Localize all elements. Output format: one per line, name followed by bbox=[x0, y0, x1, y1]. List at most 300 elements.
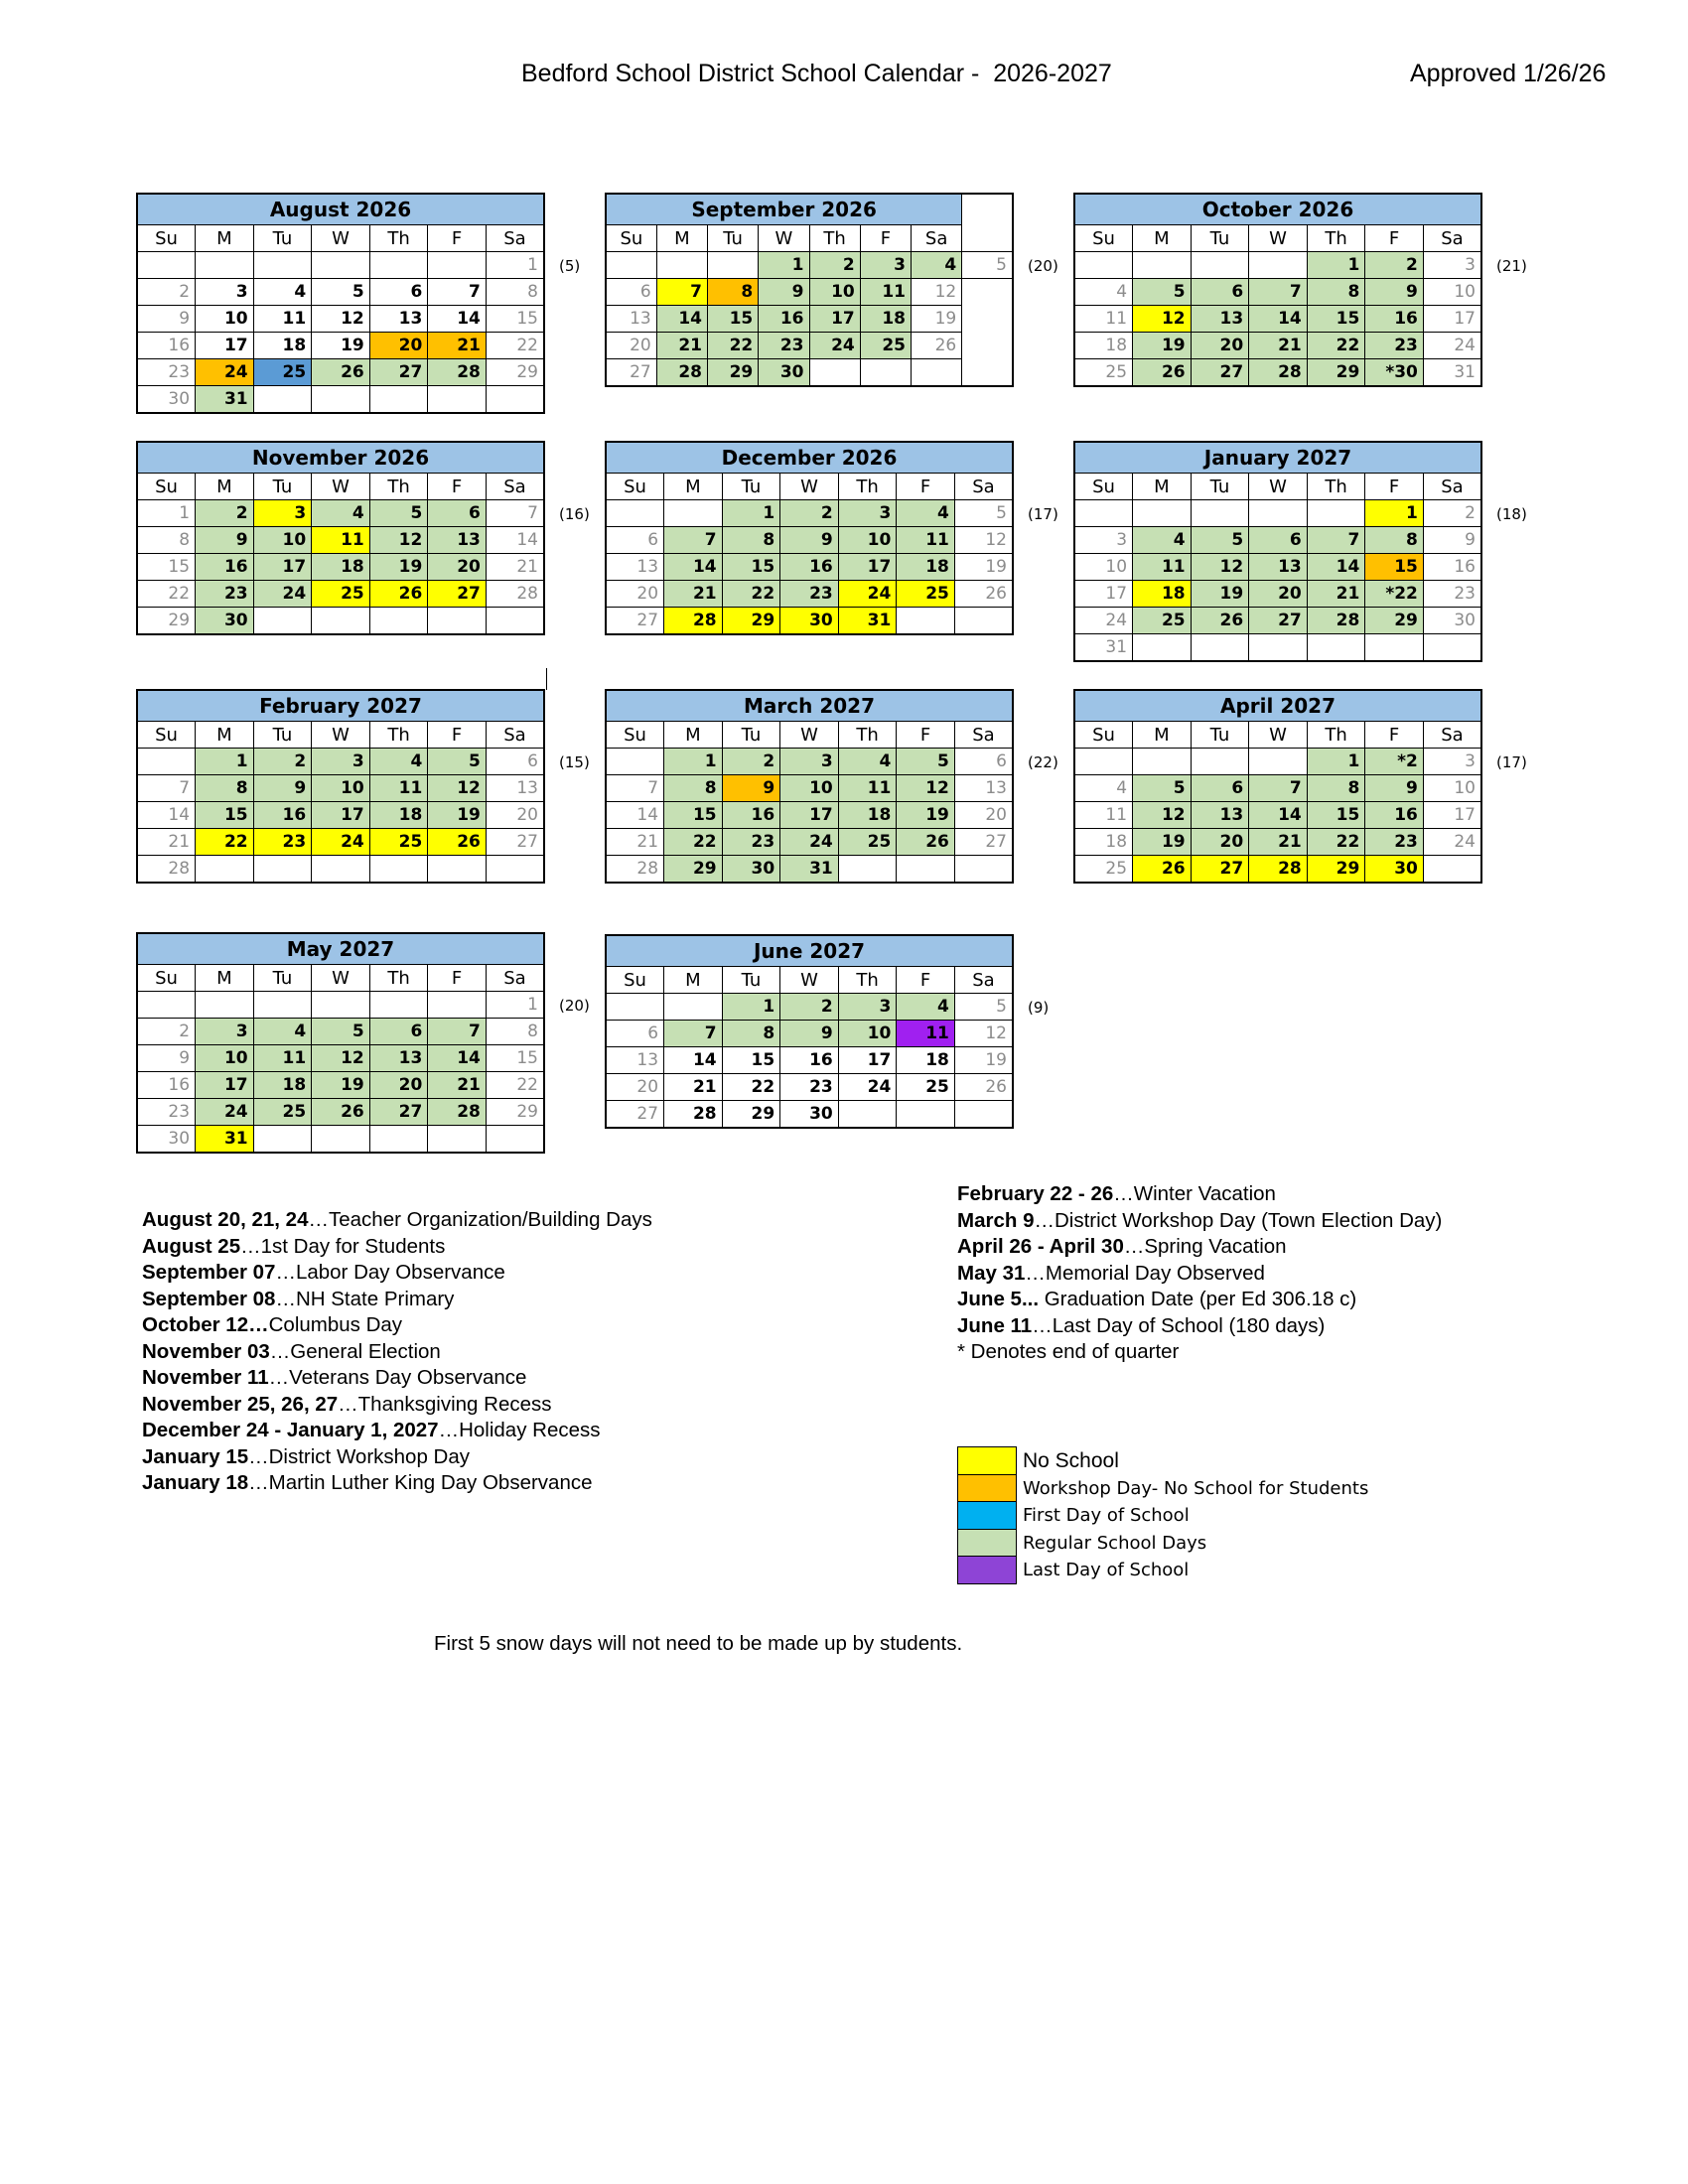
day-cell: 15 bbox=[486, 306, 544, 333]
empty-cell bbox=[708, 252, 759, 279]
note-text: …Winter Vacation bbox=[1113, 1182, 1276, 1205]
day-cell: 25 bbox=[838, 829, 897, 856]
day-cell: 3 bbox=[838, 500, 897, 527]
day-cell: 6 bbox=[606, 527, 664, 554]
month-title: November 2026 bbox=[137, 442, 544, 474]
weekday-label: Th bbox=[1307, 225, 1365, 252]
day-cell: 13 bbox=[606, 554, 664, 581]
day-cell: 7 bbox=[1249, 775, 1308, 802]
weekday-label: Tu bbox=[1191, 722, 1249, 749]
day-cell: 1 bbox=[664, 749, 723, 775]
weekday-label: Sa bbox=[954, 967, 1013, 994]
empty-cell bbox=[1307, 634, 1365, 662]
day-cell: 15 bbox=[1307, 802, 1365, 829]
day-cell: 11 bbox=[1074, 306, 1133, 333]
weekday-label: F bbox=[897, 722, 955, 749]
day-cell: 16 bbox=[1423, 554, 1481, 581]
day-cell: 16 bbox=[137, 333, 196, 359]
weekday-label: M bbox=[1133, 225, 1192, 252]
day-cell: 29 bbox=[1365, 608, 1424, 634]
note-text: …Last Day of School (180 days) bbox=[1032, 1313, 1326, 1337]
week-row bbox=[137, 775, 544, 802]
empty-cell bbox=[1133, 749, 1192, 775]
day-cell: 28 bbox=[664, 1101, 723, 1129]
day-cell: 22 bbox=[1307, 333, 1365, 359]
day-cell: 22 bbox=[196, 829, 254, 856]
day-cell: 14 bbox=[656, 306, 707, 333]
day-cell: 14 bbox=[428, 1045, 487, 1072]
day-cell: 14 bbox=[486, 527, 544, 554]
day-cell: 18 bbox=[369, 802, 428, 829]
day-cell: 22 bbox=[1307, 829, 1365, 856]
day-cell: 13 bbox=[1191, 306, 1249, 333]
day-cell: 14 bbox=[606, 802, 664, 829]
weekday-label: Sa bbox=[1423, 474, 1481, 500]
day-cell: 15 bbox=[137, 554, 196, 581]
day-cell: 5 bbox=[369, 500, 428, 527]
note-line bbox=[142, 1365, 652, 1392]
week-row bbox=[606, 829, 1013, 856]
day-cell: 30 bbox=[780, 608, 839, 635]
note-date: November 03 bbox=[142, 1339, 270, 1363]
day-cell: 9 bbox=[137, 306, 196, 333]
weekday-label: Sa bbox=[1423, 722, 1481, 749]
day-cell: 5 bbox=[312, 1019, 370, 1045]
day-cell: 14 bbox=[664, 1047, 723, 1074]
day-cell: 12 bbox=[1191, 554, 1249, 581]
week-row bbox=[606, 1074, 1013, 1101]
weekday-label: M bbox=[664, 967, 723, 994]
day-cell: 1 bbox=[196, 749, 254, 775]
week-row bbox=[137, 581, 544, 608]
day-cell: 21 bbox=[1249, 333, 1308, 359]
school-day-count: (16) bbox=[559, 505, 590, 523]
empty-cell bbox=[1365, 634, 1424, 662]
day-cell: 15 bbox=[722, 554, 780, 581]
day-cell: 30 bbox=[759, 359, 809, 387]
day-cell: 3 bbox=[1423, 252, 1481, 279]
day-cell: 6 bbox=[1191, 279, 1249, 306]
week-row bbox=[1074, 252, 1481, 279]
day-cell: 9 bbox=[253, 775, 312, 802]
weekday-label: Th bbox=[369, 474, 428, 500]
day-cell: 27 bbox=[1191, 359, 1249, 387]
note-date: August 20, 21, 24 bbox=[142, 1208, 309, 1231]
weekday-label: M bbox=[1133, 474, 1192, 500]
day-cell: 24 bbox=[196, 1099, 254, 1126]
note-line bbox=[142, 1287, 652, 1313]
week-row bbox=[137, 306, 544, 333]
day-cell: 13 bbox=[1191, 802, 1249, 829]
day-cell: 6 bbox=[486, 749, 544, 775]
month-title: December 2026 bbox=[606, 442, 1013, 474]
day-cell: *2 bbox=[1365, 749, 1424, 775]
note-text: …Memorial Day Observed bbox=[1025, 1261, 1265, 1285]
day-cell: 29 bbox=[137, 608, 196, 635]
day-cell: 10 bbox=[838, 527, 897, 554]
day-cell: 22 bbox=[708, 333, 759, 359]
day-cell: 4 bbox=[912, 252, 962, 279]
day-cell: 3 bbox=[253, 500, 312, 527]
empty-cell bbox=[1074, 500, 1133, 527]
empty-cell bbox=[1074, 749, 1133, 775]
note-text: …Holiday Recess bbox=[438, 1419, 601, 1441]
note-date: June 11 bbox=[957, 1313, 1033, 1337]
weekday-label: Th bbox=[838, 722, 897, 749]
week-row bbox=[606, 994, 1013, 1021]
empty-cell bbox=[428, 1126, 487, 1154]
week-row bbox=[137, 1072, 544, 1099]
day-cell: 7 bbox=[606, 775, 664, 802]
divider-line bbox=[546, 668, 547, 690]
weekday-label: Tu bbox=[253, 965, 312, 992]
weekday-label: Su bbox=[137, 722, 196, 749]
weekday-label: F bbox=[897, 967, 955, 994]
day-cell: 5 bbox=[1133, 775, 1192, 802]
school-day-count: (18) bbox=[1496, 505, 1527, 523]
day-cell: 30 bbox=[1365, 856, 1424, 884]
legend-label: Regular School Days bbox=[1023, 1532, 1207, 1554]
week-row bbox=[1074, 856, 1481, 884]
day-cell: 31 bbox=[1074, 634, 1133, 662]
day-cell: 5 bbox=[954, 994, 1013, 1021]
weekday-label: Th bbox=[838, 474, 897, 500]
note-line bbox=[142, 1444, 652, 1471]
week-row bbox=[137, 279, 544, 306]
day-cell: 27 bbox=[954, 829, 1013, 856]
day-cell: 15 bbox=[664, 802, 723, 829]
day-cell: 9 bbox=[759, 279, 809, 306]
empty-cell bbox=[253, 992, 312, 1019]
week-row bbox=[1074, 634, 1481, 662]
day-cell: 18 bbox=[253, 1072, 312, 1099]
day-cell: 26 bbox=[897, 829, 955, 856]
empty-cell bbox=[664, 500, 723, 527]
week-row bbox=[1074, 359, 1481, 387]
day-cell: 22 bbox=[486, 333, 544, 359]
empty-cell bbox=[1074, 252, 1133, 279]
day-cell: 30 bbox=[196, 608, 254, 635]
day-cell: 21 bbox=[1307, 581, 1365, 608]
day-cell: 12 bbox=[1133, 802, 1192, 829]
day-cell: 27 bbox=[428, 581, 487, 608]
week-row bbox=[137, 527, 544, 554]
day-cell: 26 bbox=[369, 581, 428, 608]
empty-cell bbox=[253, 1126, 312, 1154]
note-text: …1st Day for Students bbox=[240, 1234, 446, 1258]
weekday-label: Su bbox=[606, 225, 656, 252]
empty-cell bbox=[606, 749, 664, 775]
day-cell: 2 bbox=[137, 1019, 196, 1045]
day-cell: 23 bbox=[1365, 333, 1424, 359]
note-line bbox=[142, 1234, 652, 1261]
week-row bbox=[606, 581, 1013, 608]
day-cell: 22 bbox=[486, 1072, 544, 1099]
month-title: May 2027 bbox=[137, 933, 544, 965]
legend-item bbox=[957, 1530, 1368, 1558]
day-cell: 22 bbox=[137, 581, 196, 608]
day-cell: 17 bbox=[196, 1072, 254, 1099]
day-cell: 11 bbox=[1133, 554, 1192, 581]
day-cell: 10 bbox=[196, 1045, 254, 1072]
day-cell: 24 bbox=[780, 829, 839, 856]
weekday-label: M bbox=[664, 722, 723, 749]
note-text: …Veterans Day Observance bbox=[268, 1366, 527, 1389]
day-cell: 21 bbox=[428, 1072, 487, 1099]
day-cell: 25 bbox=[1133, 608, 1192, 634]
weekday-label: W bbox=[312, 225, 370, 252]
month-calendar bbox=[1073, 689, 1482, 884]
day-cell: 12 bbox=[897, 775, 955, 802]
day-cell: 7 bbox=[137, 775, 196, 802]
day-cell: 11 bbox=[369, 775, 428, 802]
day-cell: 19 bbox=[1191, 581, 1249, 608]
weekday-label: M bbox=[1133, 722, 1192, 749]
day-cell: 20 bbox=[1191, 333, 1249, 359]
day-cell: 7 bbox=[664, 1021, 723, 1047]
weekday-label: Th bbox=[369, 965, 428, 992]
empty-cell bbox=[1133, 500, 1192, 527]
week-row bbox=[606, 252, 1013, 279]
day-cell: 28 bbox=[1249, 856, 1308, 884]
day-cell: 24 bbox=[838, 581, 897, 608]
day-cell: 6 bbox=[606, 1021, 664, 1047]
day-cell: 13 bbox=[1249, 554, 1308, 581]
day-cell: 17 bbox=[838, 1047, 897, 1074]
weekday-label: M bbox=[196, 722, 254, 749]
day-cell: 14 bbox=[137, 802, 196, 829]
day-cell: 3 bbox=[312, 749, 370, 775]
day-cell: 9 bbox=[1365, 279, 1424, 306]
note-line bbox=[142, 1312, 652, 1339]
note-line bbox=[142, 1470, 652, 1497]
empty-cell bbox=[253, 856, 312, 884]
day-cell: 19 bbox=[897, 802, 955, 829]
day-cell: 6 bbox=[606, 279, 656, 306]
empty-cell bbox=[253, 608, 312, 635]
day-cell: 23 bbox=[1423, 581, 1481, 608]
day-cell: 5 bbox=[962, 252, 1013, 279]
day-cell: 17 bbox=[1074, 581, 1133, 608]
week-row bbox=[137, 829, 544, 856]
day-cell: 10 bbox=[838, 1021, 897, 1047]
day-cell: 31 bbox=[780, 856, 839, 884]
day-cell: 25 bbox=[860, 333, 911, 359]
day-cell: 5 bbox=[954, 500, 1013, 527]
day-cell: 6 bbox=[428, 500, 487, 527]
legend-label: First Day of School bbox=[1023, 1505, 1190, 1527]
day-cell: 16 bbox=[780, 1047, 839, 1074]
day-cell: 25 bbox=[253, 1099, 312, 1126]
empty-cell bbox=[606, 994, 664, 1021]
weekday-label: F bbox=[1365, 474, 1424, 500]
day-cell: 23 bbox=[137, 1099, 196, 1126]
week-row bbox=[137, 608, 544, 635]
day-cell: 3 bbox=[1423, 749, 1481, 775]
weekday-label: Tu bbox=[253, 225, 312, 252]
week-row bbox=[1074, 554, 1481, 581]
weekday-label: F bbox=[860, 225, 911, 252]
legend-swatch bbox=[957, 1501, 1017, 1530]
empty-cell bbox=[664, 994, 723, 1021]
day-cell: 23 bbox=[253, 829, 312, 856]
legend bbox=[957, 1447, 1368, 1584]
empty-cell bbox=[897, 856, 955, 884]
note-date: December 24 - January 1, 2027 bbox=[142, 1419, 439, 1441]
day-cell: 12 bbox=[312, 1045, 370, 1072]
day-cell: 26 bbox=[312, 1099, 370, 1126]
legend-item bbox=[957, 1502, 1368, 1530]
week-row bbox=[1074, 775, 1481, 802]
weekday-label: F bbox=[897, 474, 955, 500]
day-cell: 29 bbox=[486, 1099, 544, 1126]
note-line bbox=[957, 1313, 1442, 1340]
day-cell: 15 bbox=[486, 1045, 544, 1072]
day-cell: 12 bbox=[912, 279, 962, 306]
empty-cell bbox=[369, 992, 428, 1019]
day-cell: 4 bbox=[1074, 279, 1133, 306]
weekday-label: Su bbox=[1074, 225, 1133, 252]
week-row bbox=[137, 386, 544, 414]
empty-cell bbox=[369, 386, 428, 414]
day-cell: 17 bbox=[838, 554, 897, 581]
day-cell: 31 bbox=[196, 386, 254, 414]
month-title: January 2027 bbox=[1074, 442, 1481, 474]
day-cell: 31 bbox=[838, 608, 897, 635]
day-cell: 9 bbox=[137, 1045, 196, 1072]
empty-cell bbox=[369, 252, 428, 279]
day-cell: 18 bbox=[1074, 829, 1133, 856]
day-cell: 22 bbox=[722, 581, 780, 608]
day-cell: 13 bbox=[606, 306, 656, 333]
note-text: …NH State Primary bbox=[275, 1287, 455, 1310]
approval-date: Approved 1/26/26 bbox=[1410, 60, 1607, 87]
day-cell: 25 bbox=[897, 1074, 955, 1101]
day-cell: 17 bbox=[1423, 306, 1481, 333]
day-cell: 14 bbox=[428, 306, 487, 333]
empty-cell bbox=[486, 608, 544, 635]
day-cell: 2 bbox=[196, 500, 254, 527]
week-row bbox=[606, 1047, 1013, 1074]
day-cell: 16 bbox=[137, 1072, 196, 1099]
day-cell: 23 bbox=[137, 359, 196, 386]
week-row bbox=[606, 333, 1013, 359]
weekday-label: M bbox=[196, 474, 254, 500]
day-cell: 6 bbox=[954, 749, 1013, 775]
day-cell: 5 bbox=[312, 279, 370, 306]
day-cell: 1 bbox=[1307, 252, 1365, 279]
weekday-label: M bbox=[196, 225, 254, 252]
empty-cell bbox=[1307, 500, 1365, 527]
day-cell: 28 bbox=[1249, 359, 1308, 387]
day-cell: 13 bbox=[369, 1045, 428, 1072]
day-cell: 19 bbox=[1133, 333, 1192, 359]
week-row bbox=[137, 333, 544, 359]
day-cell: 12 bbox=[369, 527, 428, 554]
empty-cell bbox=[912, 359, 962, 387]
day-cell: 18 bbox=[253, 333, 312, 359]
day-cell: 30 bbox=[780, 1101, 839, 1129]
day-cell: 31 bbox=[196, 1126, 254, 1154]
empty-cell bbox=[312, 856, 370, 884]
empty-cell bbox=[312, 608, 370, 635]
day-cell: 26 bbox=[954, 581, 1013, 608]
day-cell: 10 bbox=[253, 527, 312, 554]
empty-cell bbox=[253, 386, 312, 414]
empty-cell bbox=[312, 992, 370, 1019]
day-cell: 25 bbox=[369, 829, 428, 856]
page-title: Bedford School District School Calendar - 2026-2027 bbox=[521, 60, 1112, 87]
week-row bbox=[137, 856, 544, 884]
day-cell: 1 bbox=[722, 500, 780, 527]
day-cell: 3 bbox=[196, 279, 254, 306]
day-cell: 5 bbox=[428, 749, 487, 775]
note-line bbox=[142, 1260, 652, 1287]
day-cell: 11 bbox=[897, 527, 955, 554]
school-day-count: (9) bbox=[1028, 999, 1050, 1017]
school-day-count: (15) bbox=[559, 753, 590, 771]
empty-cell bbox=[656, 252, 707, 279]
empty-cell bbox=[428, 252, 487, 279]
note-text: Graduation Date (per Ed 306.18 c) bbox=[1039, 1288, 1357, 1310]
day-cell: 24 bbox=[196, 359, 254, 386]
day-cell: 21 bbox=[1249, 829, 1308, 856]
day-cell: 13 bbox=[428, 527, 487, 554]
day-cell: 18 bbox=[1133, 581, 1192, 608]
day-cell: 15 bbox=[708, 306, 759, 333]
legend-swatch bbox=[957, 1556, 1017, 1584]
weekday-label: Su bbox=[1074, 474, 1133, 500]
day-cell: 31 bbox=[1423, 359, 1481, 387]
note-date: October 12… bbox=[142, 1313, 269, 1336]
weekday-label: F bbox=[428, 474, 487, 500]
day-cell: 14 bbox=[1249, 802, 1308, 829]
weekday-label: Su bbox=[137, 474, 196, 500]
legend-item bbox=[957, 1447, 1368, 1475]
day-cell: 27 bbox=[1249, 608, 1308, 634]
day-cell: 19 bbox=[954, 554, 1013, 581]
day-cell: 11 bbox=[1074, 802, 1133, 829]
empty-cell bbox=[1249, 634, 1308, 662]
week-row bbox=[1074, 500, 1481, 527]
day-cell: 4 bbox=[1133, 527, 1192, 554]
empty-cell bbox=[897, 608, 955, 635]
empty-cell bbox=[196, 992, 254, 1019]
weekday-label: Sa bbox=[486, 474, 544, 500]
day-cell: 26 bbox=[1133, 359, 1192, 387]
empty-cell bbox=[809, 359, 860, 387]
legend-label: Workshop Day- No School for Students bbox=[1023, 1477, 1369, 1499]
day-cell: 2 bbox=[780, 994, 839, 1021]
day-cell: 26 bbox=[428, 829, 487, 856]
empty-cell bbox=[1191, 500, 1249, 527]
day-cell: 17 bbox=[780, 802, 839, 829]
day-cell: 20 bbox=[606, 581, 664, 608]
day-cell: 11 bbox=[253, 1045, 312, 1072]
week-row bbox=[137, 1099, 544, 1126]
weekday-label: F bbox=[1365, 225, 1424, 252]
day-cell: 22 bbox=[722, 1074, 780, 1101]
legend-swatch bbox=[957, 1529, 1017, 1558]
weekday-label: Sa bbox=[486, 965, 544, 992]
day-cell: 13 bbox=[486, 775, 544, 802]
day-cell: 27 bbox=[606, 1101, 664, 1129]
day-cell: 11 bbox=[312, 527, 370, 554]
weekday-label: Th bbox=[1307, 722, 1365, 749]
weekday-label: W bbox=[780, 722, 839, 749]
day-cell: 10 bbox=[1074, 554, 1133, 581]
note-line bbox=[957, 1287, 1442, 1313]
